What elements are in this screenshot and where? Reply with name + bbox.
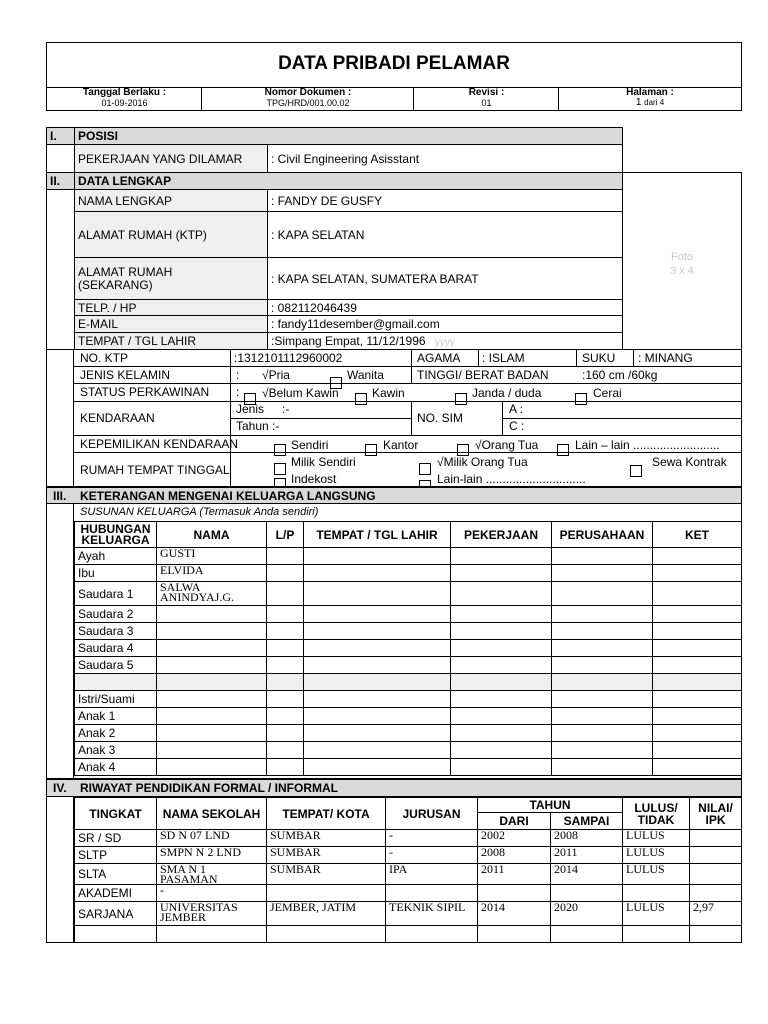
pendidikan-cell-sampai xyxy=(551,926,623,943)
pendidikan-cell-lulus xyxy=(623,885,690,902)
nomor-label: Nomor Dokumen : xyxy=(264,87,352,98)
keluarga-row xyxy=(75,548,742,565)
keluarga-cell-nama: ELVIDA xyxy=(157,565,267,582)
keluarga-cell-lp xyxy=(267,759,304,776)
keluarga-cell-perusahaan xyxy=(552,742,653,759)
keluarga-cell-pekerjaan xyxy=(451,691,552,708)
cerai-checkbox[interactable] xyxy=(575,393,587,405)
keluarga-cell-nama xyxy=(157,640,267,657)
keluarga-cell-pekerjaan xyxy=(451,742,552,759)
keluarga-cell-rel: Saudara 4 xyxy=(75,640,157,657)
alamat-ktp-label: ALAMAT RUMAH (KTP) xyxy=(75,212,268,258)
rumah-ortu-checkbox[interactable] xyxy=(419,463,431,475)
pendidikan-cell-dari: 2008 xyxy=(478,847,551,864)
nama-value: : FANDY DE GUSFY xyxy=(268,190,623,212)
col-lp: L/P xyxy=(267,522,304,548)
status-colon: : xyxy=(236,385,240,399)
jenis-kelamin-colon: : xyxy=(236,368,240,382)
keluarga-row xyxy=(75,742,742,759)
halaman-value xyxy=(559,97,741,108)
pendidikan-row xyxy=(75,847,742,864)
photo-box xyxy=(622,172,742,350)
col-nama: NAMA xyxy=(157,522,267,548)
col-lulus: LULUS/ TIDAK xyxy=(623,798,690,830)
ttl-hint: yyyy xyxy=(434,337,455,348)
rumah-lain-checkbox[interactable] xyxy=(419,480,431,487)
keluarga-cell-nama xyxy=(157,759,267,776)
sim-label: NO. SIM xyxy=(417,411,464,425)
keluarga-cell-ttl xyxy=(304,640,451,657)
keluarga-cell-pekerjaan xyxy=(451,565,552,582)
keluarga-row xyxy=(75,606,742,623)
keluarga-cell-ket xyxy=(653,691,742,708)
pendidikan-cell-tempat xyxy=(267,885,386,902)
indent-column xyxy=(46,797,74,943)
keluarga-cell-rel: Anak 4 xyxy=(75,759,157,776)
pekerjaan-label: PEKERJAAN YANG DILAMAR xyxy=(75,145,268,173)
keluarga-cell-nama xyxy=(157,674,267,691)
pendidikan-cell-jurusan xyxy=(386,885,478,902)
col-dari: DARI xyxy=(478,813,551,830)
col-ttl: TEMPAT / TGL LAHIR xyxy=(304,522,451,548)
pendidikan-cell-tingkat: SR / SD xyxy=(75,830,157,847)
ttl-value xyxy=(268,333,623,350)
alamat-sekarang-value: : KAPA SELATAN, SUMATERA BARAT xyxy=(268,258,623,300)
pendidikan-cell-tempat: SUMBAR xyxy=(267,864,386,885)
keluarga-row xyxy=(75,640,742,657)
pendidikan-cell-nama: UNIVERSITAS JEMBER xyxy=(157,902,267,926)
kendaraan-label: KENDARAAN xyxy=(80,411,155,425)
rumah-sendiri-option: Milik Sendiri xyxy=(291,455,356,469)
section-pendidikan-header xyxy=(46,779,742,797)
pendidikan-cell-sampai xyxy=(551,885,623,902)
rumah-lain-option: Lain-lain .............................. xyxy=(437,472,586,486)
keluarga-subtitle: SUSUNAN KELUARGA (Termasuk Anda sendiri) xyxy=(80,506,319,518)
keluarga-cell-ttl xyxy=(304,657,451,674)
keluarga-cell-perusahaan xyxy=(552,725,653,742)
keluarga-cell-nama xyxy=(157,606,267,623)
keluarga-cell-ket xyxy=(653,742,742,759)
pendidikan-cell-nilai xyxy=(690,864,742,885)
col-line-tinggi xyxy=(411,366,412,383)
telp-label: TELP. / HP xyxy=(75,300,268,316)
pendidikan-cell-tingkat: SLTA xyxy=(75,864,157,885)
indent-column xyxy=(46,350,74,487)
section-number: III. xyxy=(53,489,67,503)
keluarga-row xyxy=(75,582,742,606)
keluarga-cell-ket xyxy=(653,548,742,565)
pendidikan-cell-tingkat xyxy=(75,926,157,943)
keluarga-cell-pekerjaan xyxy=(451,674,552,691)
halaman-of: dari 4 xyxy=(644,98,665,107)
pendidikan-cell-sampai: 2008 xyxy=(551,830,623,847)
keluarga-row xyxy=(75,623,742,640)
keluarga-cell-rel: Saudara 1 xyxy=(75,582,157,606)
indent-column xyxy=(46,504,74,779)
keluarga-cell-perusahaan xyxy=(552,623,653,640)
alamat-ktp-value: : KAPA SELATAN xyxy=(268,212,623,258)
keluarga-row xyxy=(75,708,742,725)
keluarga-cell-ttl xyxy=(304,708,451,725)
keluarga-cell-rel: Saudara 5 xyxy=(75,657,157,674)
col-line-suku-val xyxy=(633,350,634,366)
pendidikan-row xyxy=(75,830,742,847)
tanggal-label: Tanggal Berlaku : xyxy=(82,87,167,98)
col-line-sim xyxy=(411,401,412,435)
janda-duda-option: Janda / duda xyxy=(472,386,542,400)
pendidikan-row xyxy=(75,926,742,943)
status-label: STATUS PERKAWINAN xyxy=(80,385,210,399)
photo-size-label: 3 x 4 xyxy=(670,265,694,277)
belum-kawin-option: √Belum Kawin xyxy=(262,386,339,400)
keluarga-cell-ttl xyxy=(304,759,451,776)
pendidikan-cell-dari: 2002 xyxy=(478,830,551,847)
indent-cell xyxy=(47,190,75,350)
wanita-option: Wanita xyxy=(347,368,384,382)
keluarga-cell-ttl xyxy=(304,725,451,742)
section-number: II. xyxy=(47,173,75,190)
keluarga-cell-pekerjaan xyxy=(451,640,552,657)
rumah-sewa-checkbox[interactable] xyxy=(630,465,642,477)
halaman-number: 1 xyxy=(635,97,642,108)
keluarga-cell-perusahaan xyxy=(552,640,653,657)
pendidikan-cell-nama: SD N 07 LND xyxy=(157,830,267,847)
pendidikan-cell-tingkat: SLTP xyxy=(75,847,157,864)
section-title: POSISI xyxy=(75,128,623,145)
keluarga-cell-lp xyxy=(267,565,304,582)
rumah-sendiri-checkbox[interactable] xyxy=(274,463,286,475)
keluarga-row xyxy=(75,657,742,674)
keluarga-cell-ket xyxy=(653,674,742,691)
suku-label: SUKU xyxy=(582,351,616,365)
keluarga-cell-ttl xyxy=(304,691,451,708)
section-title: DATA LENGKAP xyxy=(75,173,623,190)
keluarga-cell-nama: GUSTI xyxy=(157,548,267,565)
cerai-option: Cerai xyxy=(593,386,622,400)
pendidikan-cell-nilai: 2,97 xyxy=(690,902,742,926)
col-hubungan: HUBUNGAN KELUARGA xyxy=(75,522,157,548)
rumah-kost-checkbox[interactable] xyxy=(274,478,286,487)
col-sampai: SAMPAI xyxy=(551,813,623,830)
keluarga-cell-ttl xyxy=(304,742,451,759)
keluarga-cell-rel: Istri/Suami xyxy=(75,691,157,708)
keluarga-cell-ttl xyxy=(304,582,451,606)
jenis-kelamin-label: JENIS KELAMIN xyxy=(80,368,171,382)
jenis-kendaraan-label: Jenis xyxy=(236,402,265,416)
keluarga-cell-pekerjaan xyxy=(451,657,552,674)
ktp-label: NO. KTP xyxy=(80,351,129,365)
alamat-sekarang-label-1: ALAMAT RUMAH xyxy=(78,264,173,279)
pendidikan-row xyxy=(75,885,742,902)
section-data-lengkap xyxy=(46,172,623,350)
pria-option: √Pria xyxy=(262,368,290,382)
keluarga-cell-ket xyxy=(653,623,742,640)
nama-label: NAMA LENGKAP xyxy=(75,190,268,212)
kep-ortu-option: √Orang Tua xyxy=(475,438,539,452)
pendidikan-cell-nama: SMA N 1 PASAMAN xyxy=(157,864,267,885)
section-number: IV. xyxy=(53,781,67,795)
keluarga-cell-lp xyxy=(267,708,304,725)
pendidikan-cell-dari: 2014 xyxy=(478,902,551,926)
tanggal-value: 01-09-2016 xyxy=(101,98,148,108)
tahun-kendaraan-label: Tahun xyxy=(236,419,269,433)
kawin-option: Kawin xyxy=(372,386,405,400)
keluarga-cell-nama xyxy=(157,691,267,708)
keluarga-cell-perusahaan xyxy=(552,708,653,725)
keluarga-cell-ttl xyxy=(304,548,451,565)
keluarga-cell-rel xyxy=(75,674,157,691)
photo-placeholder-label: Foto xyxy=(670,251,693,263)
col-tempat-kota: TEMPAT/ KOTA xyxy=(267,798,386,830)
keluarga-cell-ket xyxy=(653,606,742,623)
pendidikan-row xyxy=(75,864,742,885)
keluarga-cell-pekerjaan xyxy=(451,623,552,640)
keluarga-cell-lp xyxy=(267,742,304,759)
col-nilai: NILAI/ IPK xyxy=(690,798,742,830)
pendidikan-cell-dari xyxy=(478,885,551,902)
keluarga-cell-ket xyxy=(653,640,742,657)
keluarga-row xyxy=(75,565,742,582)
pendidikan-cell-jurusan xyxy=(386,926,478,943)
keluarga-cell-pekerjaan xyxy=(451,606,552,623)
pendidikan-cell-tempat: SUMBAR xyxy=(267,830,386,847)
pendidikan-cell-lulus: LULUS xyxy=(623,902,690,926)
kep-sendiri-checkbox[interactable] xyxy=(274,444,286,456)
revisi-value: 01 xyxy=(481,98,492,108)
pendidikan-cell-dari: 2011 xyxy=(478,864,551,885)
keluarga-table xyxy=(74,521,742,776)
pendidikan-cell-tempat: SUMBAR xyxy=(267,847,386,864)
pendidikan-cell-nama xyxy=(157,926,267,943)
keluarga-cell-ket xyxy=(653,708,742,725)
keluarga-cell-ket xyxy=(653,582,742,606)
kawin-checkbox[interactable] xyxy=(355,393,367,405)
section-keluarga-header xyxy=(46,487,742,504)
email-label: E-MAIL xyxy=(75,316,268,333)
document-header xyxy=(46,42,742,111)
col-nama-sekolah: NAMA SEKOLAH xyxy=(157,798,267,830)
pendidikan-cell-sampai: 2020 xyxy=(551,902,623,926)
section-title: RIWAYAT PENDIDIKAN FORMAL / INFORMAL xyxy=(80,781,339,795)
sim-c: C : xyxy=(509,419,525,433)
row-line-sim xyxy=(502,418,742,419)
jenis-kendaraan-value: :- xyxy=(282,402,290,416)
pendidikan-cell-nama: SMPN N 2 LND xyxy=(157,847,267,864)
keluarga-cell-ket xyxy=(653,657,742,674)
keluarga-cell-ket xyxy=(653,565,742,582)
pendidikan-cell-nilai xyxy=(690,847,742,864)
keluarga-cell-ttl xyxy=(304,565,451,582)
keluarga-cell-perusahaan xyxy=(552,691,653,708)
pendidikan-cell-lulus: LULUS xyxy=(623,864,690,885)
keluarga-cell-rel: Anak 3 xyxy=(75,742,157,759)
agama-label: AGAMA xyxy=(417,351,461,365)
keluarga-cell-lp xyxy=(267,674,304,691)
section-number: I. xyxy=(47,128,75,145)
keluarga-cell-lp xyxy=(267,548,304,565)
keluarga-cell-perusahaan xyxy=(552,674,653,691)
ktp-value: :1312101112960002 xyxy=(234,351,343,365)
row-line xyxy=(74,435,742,436)
suku-value: : MINANG xyxy=(638,351,693,365)
pendidikan-cell-nilai xyxy=(690,926,742,943)
alamat-sekarang-label-2: (SEKARANG) xyxy=(78,277,153,292)
pekerjaan-value: : Civil Engineering Asisstant xyxy=(268,145,623,173)
telp-value: : 082112046439 xyxy=(268,300,623,316)
keluarga-cell-nama xyxy=(157,742,267,759)
kep-sendiri-option: Sendiri xyxy=(291,438,329,452)
keluarga-cell-rel: Anak 1 xyxy=(75,708,157,725)
keluarga-cell-lp xyxy=(267,725,304,742)
rumah-kost-option: Indekost xyxy=(291,472,337,486)
keluarga-cell-lp xyxy=(267,623,304,640)
keluarga-row xyxy=(75,674,742,691)
keluarga-cell-rel: Saudara 2 xyxy=(75,606,157,623)
keluarga-cell-perusahaan xyxy=(552,759,653,776)
email-value: : fandy11desember@gmail.com xyxy=(268,316,623,333)
keluarga-cell-pekerjaan xyxy=(451,725,552,742)
tinggi-value: :160 cm /60kg xyxy=(582,368,658,382)
pendidikan-cell-lulus: LULUS xyxy=(623,847,690,864)
keluarga-cell-perusahaan xyxy=(552,582,653,606)
rumah-sewa-option: Sewa Kontrak xyxy=(652,455,727,469)
kepemilikan-label: KEPEMILIKAN KENDARAAN xyxy=(80,437,239,451)
pendidikan-cell-tempat xyxy=(267,926,386,943)
keluarga-row xyxy=(75,725,742,742)
ttl-label: TEMPAT / TGL LAHIR xyxy=(75,333,268,350)
janda-duda-checkbox[interactable] xyxy=(455,393,467,405)
keluarga-cell-ttl xyxy=(304,606,451,623)
sim-a: A : xyxy=(509,402,524,416)
halaman-label: Halaman : xyxy=(626,87,674,98)
pendidikan-cell-sampai: 2011 xyxy=(551,847,623,864)
nomor-value: TPG/HRD/001.00.02 xyxy=(266,98,350,108)
col-line-agama xyxy=(411,350,412,366)
pendidikan-cell-jurusan: IPA xyxy=(386,864,478,885)
section-title: KETERANGAN MENGENAI KELUARGA LANGSUNG xyxy=(80,489,376,503)
keluarga-cell-nama xyxy=(157,657,267,674)
keluarga-cell-ttl xyxy=(304,623,451,640)
agama-value: : ISLAM xyxy=(482,351,525,365)
keluarga-cell-lp xyxy=(267,606,304,623)
pendidikan-cell-tingkat: AKADEMI xyxy=(75,885,157,902)
row-line xyxy=(74,366,742,367)
keluarga-cell-pekerjaan xyxy=(451,548,552,565)
keluarga-cell-lp xyxy=(267,582,304,606)
keluarga-cell-ket xyxy=(653,725,742,742)
row-line xyxy=(74,383,742,384)
keluarga-cell-pekerjaan xyxy=(451,582,552,606)
keluarga-cell-rel: Saudara 3 xyxy=(75,623,157,640)
col-jurusan: JURUSAN xyxy=(386,798,478,830)
keluarga-cell-rel: Anak 2 xyxy=(75,725,157,742)
pendidikan-cell-tingkat: SARJANA xyxy=(75,902,157,926)
keluarga-cell-rel: Ayah xyxy=(75,548,157,565)
keluarga-cell-perusahaan xyxy=(552,565,653,582)
keluarga-cell-pekerjaan xyxy=(451,708,552,725)
ttl-text: :Simpang Empat, 11/12/1996 xyxy=(271,334,426,348)
col-tingkat: TINGKAT xyxy=(75,798,157,830)
row-line xyxy=(74,401,742,402)
col-ket: KET xyxy=(653,522,742,548)
keluarga-row xyxy=(75,759,742,776)
keluarga-cell-pekerjaan xyxy=(451,759,552,776)
page-title: DATA PRIBADI PELAMAR xyxy=(278,53,510,74)
pendidikan-cell-nama: - xyxy=(157,885,267,902)
indent-cell xyxy=(47,145,75,173)
rumah-label: RUMAH TEMPAT TINGGAL xyxy=(80,463,230,477)
pendidikan-table xyxy=(74,797,742,943)
pendidikan-row xyxy=(75,902,742,926)
row-line xyxy=(74,452,742,453)
pendidikan-cell-tempat: JEMBER, JATIM xyxy=(267,902,386,926)
pendidikan-cell-nilai xyxy=(690,830,742,847)
keluarga-cell-ttl xyxy=(304,674,451,691)
pendidikan-cell-jurusan: - xyxy=(386,847,478,864)
tahun-kendaraan-value: :- xyxy=(272,419,280,433)
tinggi-label: TINGGI/ BERAT BADAN xyxy=(417,368,549,382)
keluarga-cell-lp xyxy=(267,691,304,708)
pendidikan-cell-lulus xyxy=(623,926,690,943)
keluarga-cell-nama xyxy=(157,725,267,742)
keluarga-cell-perusahaan xyxy=(552,548,653,565)
alamat-sekarang-label xyxy=(75,258,268,300)
keluarga-cell-lp xyxy=(267,640,304,657)
pendidikan-cell-nilai xyxy=(690,885,742,902)
keluarga-cell-nama xyxy=(157,623,267,640)
kep-lain-checkbox[interactable] xyxy=(557,444,569,456)
col-line-suku xyxy=(576,350,577,366)
keluarga-cell-perusahaan xyxy=(552,657,653,674)
keluarga-cell-rel: Ibu xyxy=(75,565,157,582)
pendidikan-cell-sampai: 2014 xyxy=(551,864,623,885)
rumah-ortu-option: √Milik Orang Tua xyxy=(437,455,528,469)
pendidikan-cell-jurusan: TEKNIK SIPIL xyxy=(386,902,478,926)
row-line-half xyxy=(230,418,411,419)
col-tahun: TAHUN xyxy=(478,798,623,813)
kep-kantor-checkbox[interactable] xyxy=(365,444,377,456)
kep-kantor-option: Kantor xyxy=(383,438,419,452)
keluarga-cell-lp xyxy=(267,657,304,674)
keluarga-cell-perusahaan xyxy=(552,606,653,623)
pendidikan-cell-jurusan: - xyxy=(386,830,478,847)
col-perusahaan: PERUSAHAAN xyxy=(552,522,653,548)
pendidikan-cell-dari xyxy=(478,926,551,943)
pendidikan-cell-lulus: LULUS xyxy=(623,830,690,847)
kep-lain-option: Lain – lain .......................... xyxy=(575,438,720,452)
keluarga-cell-nama xyxy=(157,708,267,725)
section-posisi xyxy=(46,127,623,173)
keluarga-cell-nama: SALWA ANINDYAJ.G. xyxy=(157,582,267,606)
col-line-agama-val xyxy=(478,350,479,366)
revisi-label: Revisi : xyxy=(468,87,505,98)
keluarga-cell-ket xyxy=(653,759,742,776)
keluarga-row xyxy=(75,691,742,708)
col-pekerjaan: PEKERJAAN xyxy=(451,522,552,548)
